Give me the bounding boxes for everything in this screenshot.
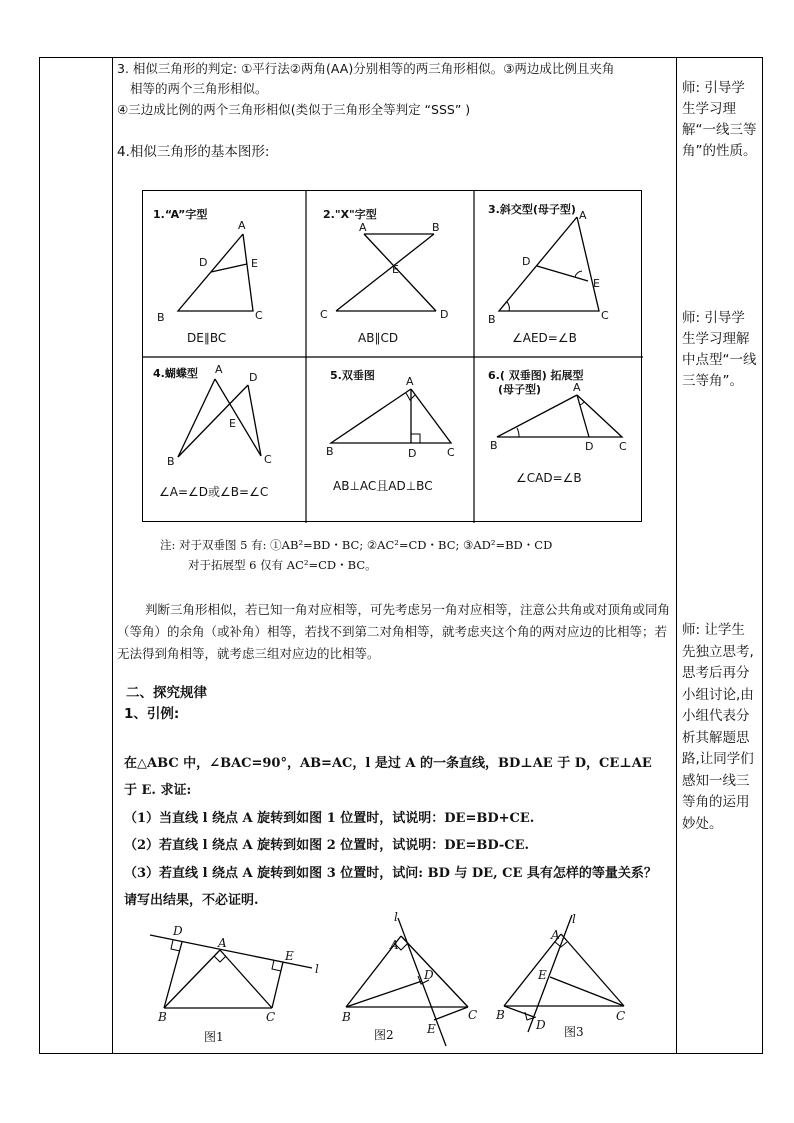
label-e: E: [427, 1022, 436, 1036]
section-title: 二、探究规律: [126, 685, 207, 701]
label-l: l: [572, 912, 576, 926]
figure-caption: DE∥BC: [187, 331, 227, 345]
label-d: D: [585, 440, 594, 453]
label-l: l: [315, 962, 319, 976]
figure-1-diagram: [142, 918, 332, 1048]
figure-caption: 图2: [374, 1028, 394, 1042]
figure-subtitle: (母子型): [498, 383, 542, 396]
label-a: A: [390, 938, 399, 952]
figure-a-type: [143, 191, 306, 357]
subsection-title: 1、引例:: [124, 706, 180, 722]
side-note-2: 师: 引导学生学习理解中点型“一线三等角”。: [682, 310, 757, 389]
problem-q2: （2）若直线 l 绕点 A 旋转到如图 2 位置时，试说明：DE=BD-CE.: [124, 838, 530, 853]
figure-x-type: [306, 191, 474, 357]
label-b: B: [158, 1010, 167, 1024]
label-b: B: [342, 1010, 351, 1024]
figure-2: [338, 910, 498, 1050]
figure-caption: ∠A=∠D或∠B=∠C: [159, 485, 269, 499]
item3-line3: ④三边成比例的两个三角形相似(类似于三角形全等判定 “SSS” ): [117, 102, 471, 117]
label-b: B: [496, 1008, 505, 1022]
label-c: C: [266, 1010, 276, 1024]
label-a: A: [218, 936, 227, 950]
label-b: B: [157, 311, 165, 324]
extension-diagram: [474, 357, 643, 523]
figure-butterfly-type: [143, 357, 306, 523]
label-e: E: [251, 257, 258, 270]
problem-q4: 请写出结果，不必证明.: [124, 893, 259, 908]
label-d: D: [424, 968, 434, 982]
label-e: E: [285, 949, 294, 963]
label-d: D: [249, 371, 258, 384]
label-c: C: [320, 308, 328, 321]
item3-line2: 相等的两个三角形相似。: [130, 81, 268, 96]
figure-caption: ∠AED=∠B: [512, 331, 577, 345]
label-c: C: [264, 453, 272, 466]
label-b: B: [326, 445, 334, 458]
figure-3: [494, 910, 654, 1050]
label-l: l: [394, 910, 398, 924]
figure-oblique-type: [474, 191, 643, 357]
label-a: A: [573, 381, 581, 394]
figure-caption: 图1: [204, 1030, 224, 1044]
item4-title: 4.相似三角形的基本图形:: [117, 144, 270, 160]
label-d: D: [408, 447, 417, 460]
label-d: D: [522, 255, 531, 268]
column-divider-right: [676, 57, 677, 1054]
figure-extension-type: [474, 357, 643, 523]
figure-caption: AB⊥AC且AD⊥BC: [333, 479, 433, 493]
label-c: C: [468, 1008, 478, 1022]
label-c: C: [601, 309, 609, 322]
label-b: B: [490, 439, 498, 452]
note-line-2: 对于拓展型 6 仅有 AC²=CD・BC。: [188, 558, 377, 572]
label-b: B: [488, 313, 496, 326]
column-divider-left: [112, 57, 113, 1054]
label-c: C: [619, 440, 627, 453]
figure-caption: ∠CAD=∠B: [516, 471, 582, 485]
item3-line1: 3. 相似三角形的判定: ①平行法②两角(AA)分别相等的两三角形相似。③两边成比例且夹角: [117, 61, 615, 76]
label-e: E: [229, 417, 236, 430]
label-d: D: [440, 308, 449, 321]
figure-title: 4.蝴蝶型: [153, 367, 198, 380]
side-note-3: 师: 让学生先独立思考,思考后再分小组讨论,由小组代表分析其解题思路,让同学们感知一线三等角的运用妙处。: [682, 622, 754, 832]
figure-grid: [142, 190, 642, 522]
label-b: B: [167, 455, 175, 468]
side-note-1: 师: 引导学生学习理解“一线三等角”的性质。: [682, 80, 757, 159]
judgement-paragraph: 判断三角形相似，若已知一角对应相等，可先考虑另一角对应相等，注意公共角或对顶角或同角（等角）的余角（或补角）相等，若找不到第二对角相等，就考虑夹这个角的两对应边的比相等；若无法得到角相等，就考虑三组对应边的比相等。: [117, 602, 671, 661]
problem-line-1: 在△ABC 中，∠BAC=90°，AB=AC，l 是过 A 的一条直线，BD⊥AE 于 D，CE⊥AE: [124, 756, 652, 771]
problem-q3: （3）若直线 l 绕点 A 旋转到如图 3 位置时，试问: BD 与 DE, CE 具有怎样的等量关系？: [124, 866, 657, 881]
figure-title: 6.( 双垂图) 拓展型: [488, 369, 584, 382]
label-e: E: [593, 277, 600, 290]
label-d: D: [173, 924, 183, 938]
figure-title: 1.“A”字型: [153, 208, 208, 221]
label-e: E: [392, 263, 399, 276]
problem-q1: （1）当直线 l 绕点 A 旋转到如图 1 位置时，试说明：DE=BD+CE.: [124, 811, 535, 826]
note-line-1: 注: 对于双垂图 5 有: ①AB²=BD・BC; ②AC²=CD・BC; ③AD²=BD・CD: [160, 538, 553, 552]
label-c: C: [255, 309, 263, 322]
label-c: C: [447, 446, 455, 459]
label-c: C: [616, 1009, 626, 1023]
problem-line-2: 于 E. 求证:: [124, 783, 192, 798]
label-a: A: [551, 928, 560, 942]
double-perpendicular-diagram: [306, 357, 474, 523]
label-d: D: [199, 256, 208, 269]
figure-double-perpendicular: [306, 357, 474, 523]
figure-title: 3.斜交型(母子型): [488, 203, 576, 216]
figure-title: 5.双垂图: [330, 369, 375, 382]
figure-caption: 图3: [564, 1025, 584, 1039]
label-a: A: [579, 209, 587, 222]
figure-2-diagram: [338, 910, 498, 1050]
figure-caption: AB∥CD: [358, 331, 399, 345]
figure-title: 2."X"字型: [323, 208, 377, 221]
label-e: E: [538, 968, 547, 982]
figure-1: [142, 918, 332, 1048]
label-a: A: [238, 219, 246, 232]
label-a: A: [406, 375, 414, 388]
label-b: B: [432, 221, 440, 234]
label-a: A: [359, 221, 367, 234]
label-a: A: [215, 363, 223, 376]
label-d: D: [536, 1018, 546, 1032]
